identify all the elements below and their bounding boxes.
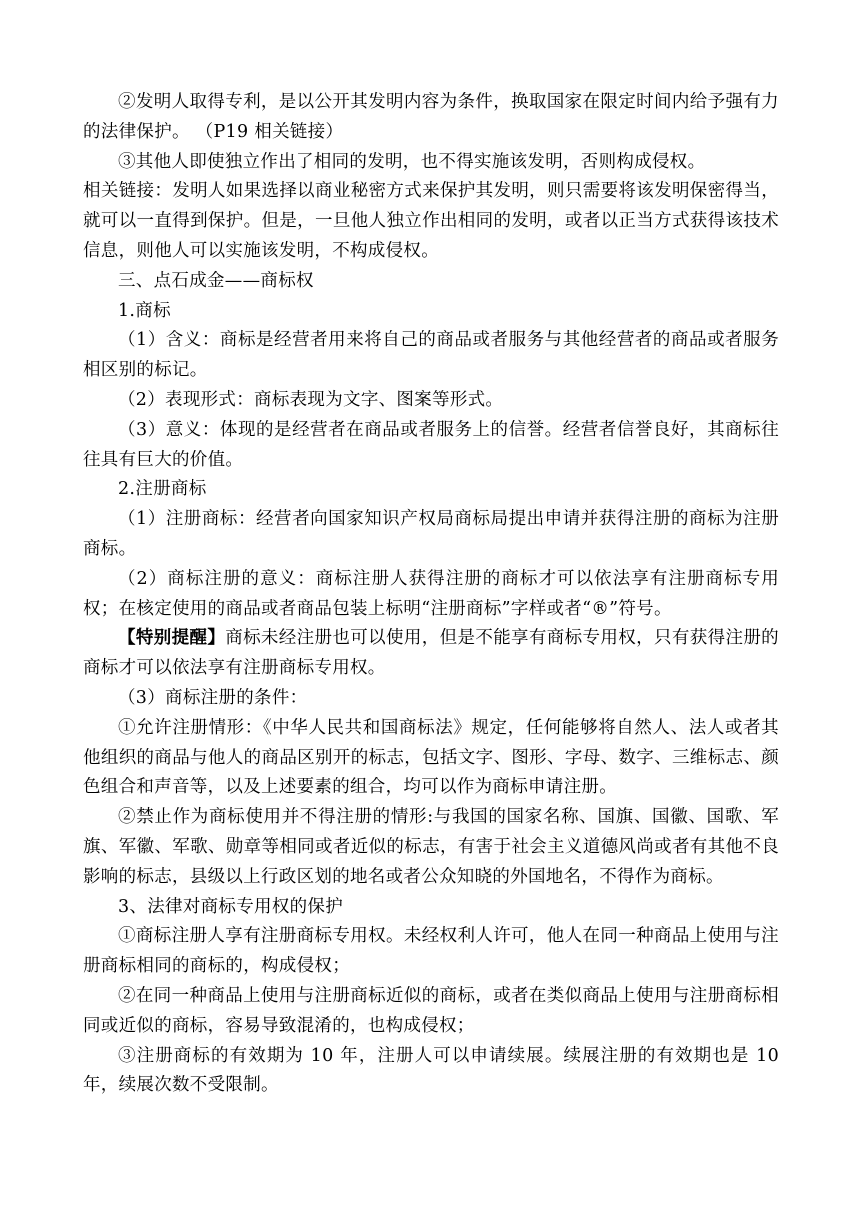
subheading-legal-protection: 3、法律对商标专用权的保护 [118,896,344,917]
paragraph-registered-trademark-definition: （1）注册商标：经营者向国家知识产权局商标局提出申请并获得注册的商标为注册商标。 [83,509,779,559]
paragraph-prohibited-registration: ②禁止作为商标使用并不得注册的情形:与我国的国家名称、国旗、国徽、国歌、军旗、军徽、军歌、勋章等相同或者近似的标志，有害于社会主义道德风尚或者有其他不良影响的标志，县级以上行政区划的地名或者公众知晓的外国地名，不得作为商标。 [83,807,779,887]
paragraph-validity-period: ③注册商标的有效期为 10 年，注册人可以申请续展。续展注册的有效期也是 10 年，续展次数不受限制。 [83,1045,779,1096]
subheading-registered-trademark: 2.注册商标 [118,479,207,500]
paragraph-special-reminder [83,624,779,684]
document-body [83,88,779,1101]
paragraph-exclusive-right: ①商标注册人享有注册商标专用权。未经权利人许可，他人在同一种商品上使用与注册商标相同的商标的，构成侵权； [83,926,779,977]
section-heading-trademark-right: 三、点石成金——商标权 [118,270,314,291]
paragraph-trademark-significance: （3）意义：体现的是经营者在商品或者服务上的信誉。经营者信誉良好，其商标往往具有巨大的价值。 [83,419,779,470]
paragraph-related-link: 相关链接：发明人如果选择以商业秘密方式来保护其发明，则只需要将该发明保密得当，就可以一直得到保护。但是，一旦他人独立作出相同的发明，或者以正当方式获得该技术信息，则他人可以实施该发明，不构成侵权。 [83,181,779,261]
paragraph-patent-disclosure: ②发明人取得专利，是以公开其发明内容为条件，换取国家在限定时间内给予强有力的法律保护。 （P19 相关链接） [83,92,779,142]
subheading-trademark: 1.商标 [118,300,171,321]
paragraph-registration-conditions: （3）商标注册的条件： [118,687,308,708]
paragraph-similar-trademark-infringement: ②在同一种商品上使用与注册商标近似的商标，或者在类似商品上使用与注册商标相同或近似的商标，容易导致混淆的，也构成侵权； [83,985,779,1036]
special-reminder-label: 【特别提醒】 [118,628,226,649]
special-reminder-text: 商标未经注册也可以使用，但是不能享有商标专用权，只有获得注册的商标才可以依法享有注册商标专用权。 [83,628,779,679]
paragraph-allowed-registration: ①允许注册情形：《中华人民共和国商标法》规定，任何能够将自然人、法人或者其他组织的商品与他人的商品区别开的标志，包括文字、图形、字母、数字、三维标志、颜色组合和声音等，以及上述要素的组合，均可以作为商标申请注册。 [83,717,779,798]
paragraph-trademark-meaning: （1）含义：商标是经营者用来将自己的商品或者服务与其他经营者的商品或者服务相区别的标记。 [83,330,779,381]
paragraph-registration-significance: （2）商标注册的意义：商标注册人获得注册的商标才可以依法享有注册商标专用权；在核定使用的商品或者商品包装上标明“注册商标”字样或者“®”符号。 [83,568,779,619]
paragraph-independent-invention: ③其他人即使独立作出了相同的发明，也不得实施该发明，否则构成侵权。 [118,151,706,172]
paragraph-trademark-form: （2）表现形式：商标表现为文字、图案等形式。 [118,389,504,410]
